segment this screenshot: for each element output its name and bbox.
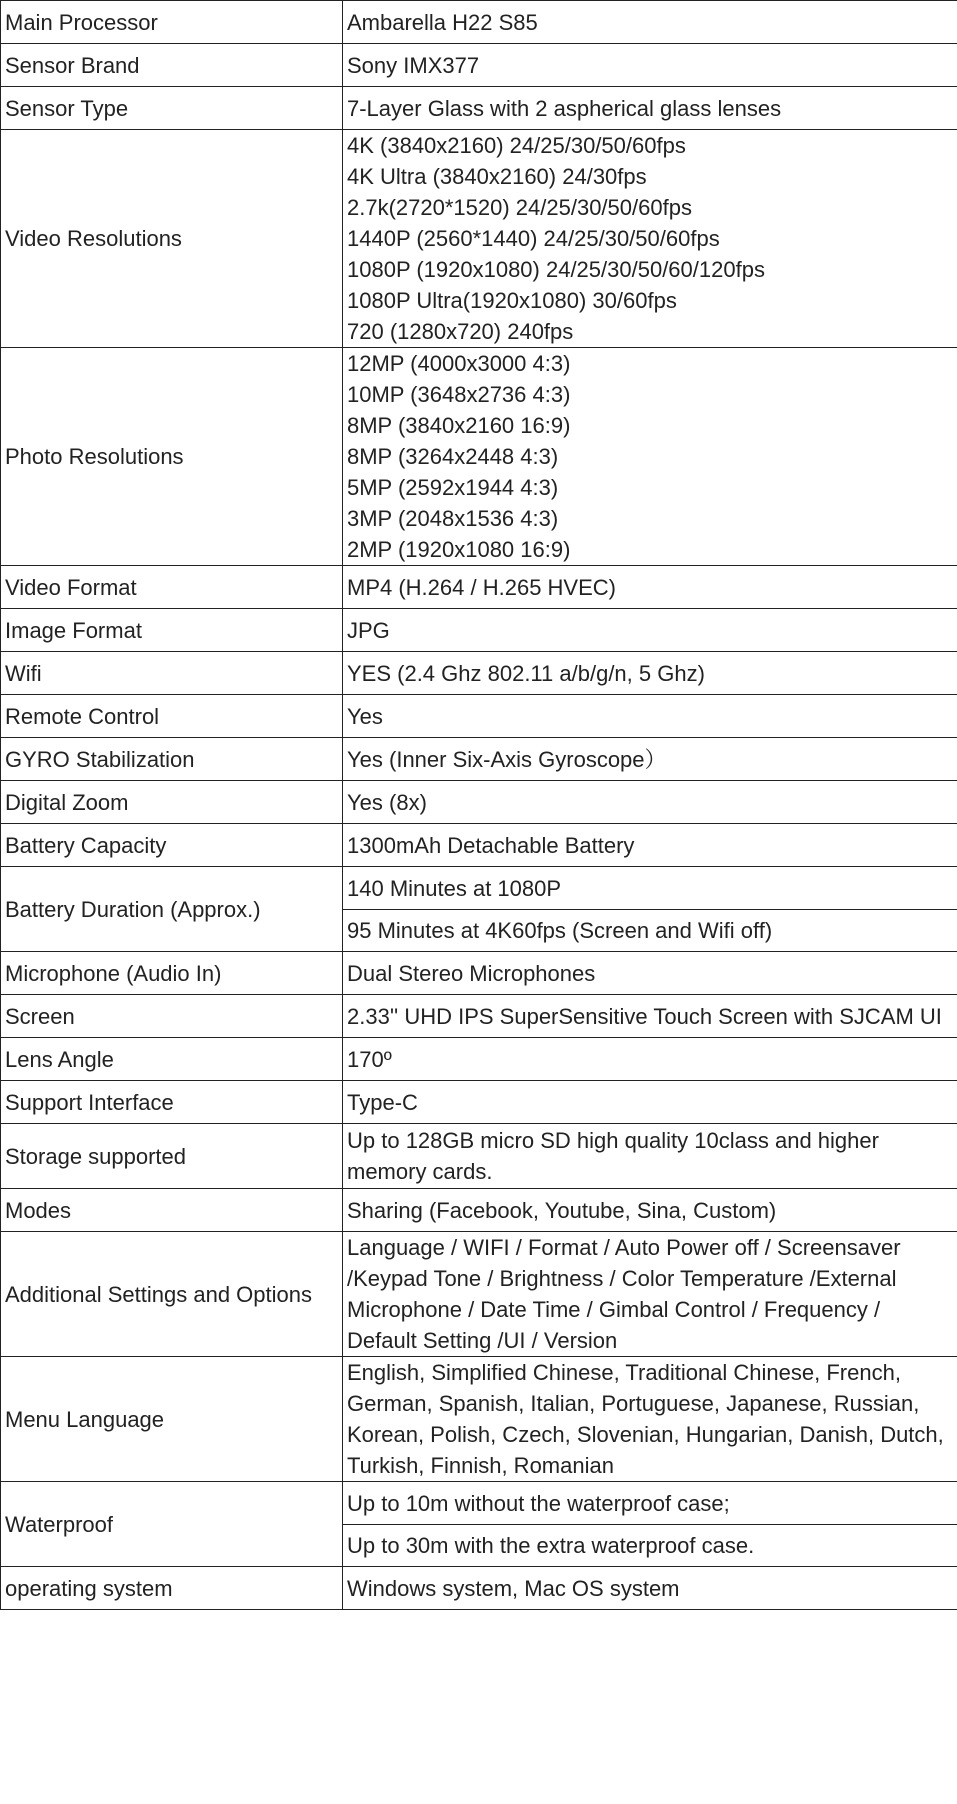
spec-value: 2.33'' UHD IPS SuperSensitive Touch Screen with SJCAM UI xyxy=(343,995,957,1038)
spec-value: Type-C xyxy=(343,1081,957,1124)
spec-value: 95 Minutes at 4K60fps (Screen and Wifi off) xyxy=(343,910,957,952)
spec-value: Yes (8x) xyxy=(343,781,957,824)
spec-value: MP4 (H.264 / H.265 HVEC) xyxy=(343,566,957,609)
spec-row xyxy=(1,738,957,781)
spec-value: Sony IMX377 xyxy=(343,44,957,87)
spec-row xyxy=(1,1124,957,1189)
spec-row xyxy=(1,652,957,695)
spec-label: Modes xyxy=(1,1189,343,1232)
spec-row xyxy=(1,995,957,1038)
spec-row xyxy=(1,1357,957,1482)
spec-row xyxy=(1,1482,957,1525)
spec-row xyxy=(1,609,957,652)
spec-row xyxy=(1,87,957,130)
spec-value: Up to 10m without the waterproof case; xyxy=(343,1482,957,1525)
spec-row xyxy=(1,952,957,995)
spec-value: Ambarella H22 S85 xyxy=(343,1,957,44)
spec-value: 4K (3840x2160) 24/25/30/50/60fps 4K Ultra (3840x2160) 24/30fps 2.7k(2720*1520) 24/25/30/50/60fps 1440P (2560*1440) 24/25/30/50/60fps 1080P (1920x1080) 24/25/30/50/60/120fps 1080P Ultra(1920x1080) 30/60fps 720 (1280x720) 240fps xyxy=(343,130,957,348)
spec-label: Main Processor xyxy=(1,1,343,44)
spec-value: Sharing (Facebook, Youtube, Sina, Custom) xyxy=(343,1189,957,1232)
spec-row xyxy=(1,1567,957,1610)
spec-row xyxy=(1,1232,957,1357)
spec-label: Remote Control xyxy=(1,695,343,738)
spec-label: operating system xyxy=(1,1567,343,1610)
spec-row xyxy=(1,695,957,738)
spec-row xyxy=(1,1,957,44)
spec-label: GYRO Stabilization xyxy=(1,738,343,781)
spec-row xyxy=(1,824,957,867)
spec-value: Up to 128GB micro SD high quality 10class and higher memory cards. xyxy=(343,1124,957,1189)
spec-label: Photo Resolutions xyxy=(1,348,343,566)
spec-label: Lens Angle xyxy=(1,1038,343,1081)
spec-value: 140 Minutes at 1080P xyxy=(343,867,957,910)
spec-value: English, Simplified Chinese, Traditional Chinese, French, German, Spanish, Italian, Portuguese, Japanese, Russian, Korean, Polish, Czech, Slovenian, Hungarian, Danish, Dutch, Turkish, Finnish, Romanian xyxy=(343,1357,957,1482)
spec-row xyxy=(1,566,957,609)
spec-row xyxy=(1,781,957,824)
spec-label: Sensor Type xyxy=(1,87,343,130)
spec-row xyxy=(1,348,957,566)
spec-label: Waterproof xyxy=(1,1482,343,1567)
spec-label: Image Format xyxy=(1,609,343,652)
spec-value: JPG xyxy=(343,609,957,652)
spec-row xyxy=(1,1189,957,1232)
spec-label: Video Resolutions xyxy=(1,130,343,348)
spec-value: Windows system, Mac OS system xyxy=(343,1567,957,1610)
spec-label: Video Format xyxy=(1,566,343,609)
spec-row xyxy=(1,130,957,348)
spec-label: Sensor Brand xyxy=(1,44,343,87)
spec-value: Up to 30m with the extra waterproof case. xyxy=(343,1525,957,1567)
spec-value: 1300mAh Detachable Battery xyxy=(343,824,957,867)
spec-value: Language / WIFI / Format / Auto Power off / Screensaver /Keypad Tone / Brightness / Color Temperature /External Microphone / Date Time / Gimbal Control / Frequency / Default Setting /UI / Version xyxy=(343,1232,957,1357)
spec-label: Screen xyxy=(1,995,343,1038)
spec-row xyxy=(1,1038,957,1081)
spec-value: Yes (Inner Six-Axis Gyroscope） xyxy=(343,738,957,781)
spec-row xyxy=(1,1081,957,1124)
spec-label: Storage supported xyxy=(1,1124,343,1189)
spec-label: Battery Duration (Approx.) xyxy=(1,867,343,952)
spec-value: YES (2.4 Ghz 802.11 a/b/g/n, 5 Ghz) xyxy=(343,652,957,695)
spec-label: Menu Language xyxy=(1,1357,343,1482)
spec-label: Support Interface xyxy=(1,1081,343,1124)
spec-value: Dual Stereo Microphones xyxy=(343,952,957,995)
spec-value: Yes xyxy=(343,695,957,738)
spec-value: 7-Layer Glass with 2 aspherical glass lenses xyxy=(343,87,957,130)
spec-row xyxy=(1,867,957,910)
spec-value: 12MP (4000x3000 4:3) 10MP (3648x2736 4:3) 8MP (3840x2160 16:9) 8MP (3264x2448 4:3) 5MP (2592x1944 4:3) 3MP (2048x1536 4:3) 2MP (1920x1080 16:9) xyxy=(343,348,957,566)
spec-table-body xyxy=(1,1,957,1610)
spec-value: 170º xyxy=(343,1038,957,1081)
spec-row xyxy=(1,44,957,87)
spec-label: Additional Settings and Options xyxy=(1,1232,343,1357)
spec-label: Wifi xyxy=(1,652,343,695)
spec-label: Digital Zoom xyxy=(1,781,343,824)
spec-label: Microphone (Audio In) xyxy=(1,952,343,995)
spec-label: Battery Capacity xyxy=(1,824,343,867)
